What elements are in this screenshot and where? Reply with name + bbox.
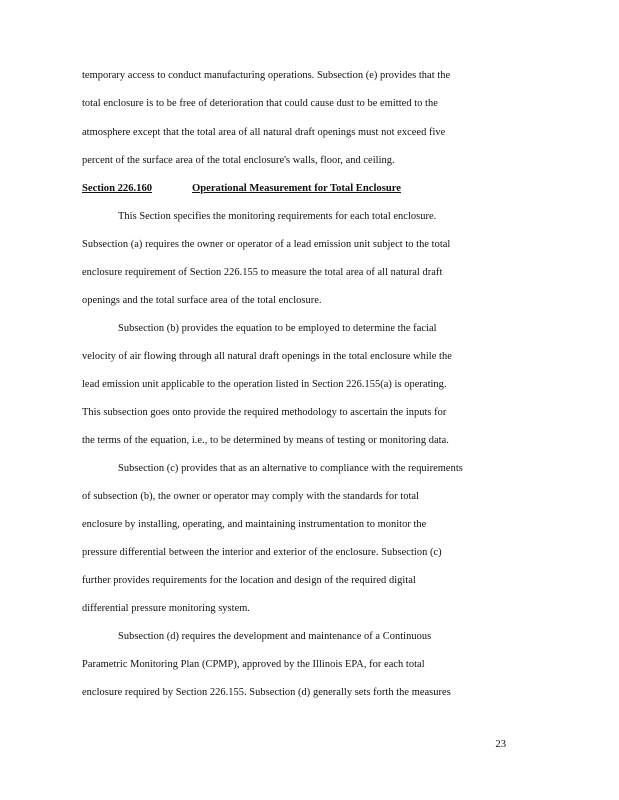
text-line: This subsection goes onto provide the required methodology to ascertain the inputs for	[82, 407, 447, 418]
text-line: the terms of the equation, i.e., to be determined by means of testing or monitoring data.	[82, 435, 449, 446]
text-line: lead emission unit applicable to the operation listed in Section 226.155(a) is operating.	[82, 379, 447, 390]
text-line: further provides requirements for the location and design of the required digital	[82, 575, 416, 586]
text-line: velocity of air flowing through all natural draft openings in the total enclosure while the	[82, 351, 452, 362]
text-line: openings and the total surface area of the total enclosure.	[82, 295, 322, 306]
text-line: Parametric Monitoring Plan (CPMP), approved by the Illinois EPA, for each total	[82, 659, 425, 670]
section-number: Section 226.160	[82, 183, 153, 194]
section-title: Operational Measurement for Total Enclosure	[192, 183, 401, 194]
text-line: Subsection (d) requires the development and maintenance of a Continuous	[118, 631, 432, 642]
text-line: Subsection (b) provides the equation to be employed to determine the facial	[118, 323, 437, 334]
text-line: This Section specifies the monitoring requirements for each total enclosure.	[118, 211, 437, 222]
text-line: percent of the surface area of the total enclosure's walls, floor, and ceiling.	[82, 155, 395, 166]
text-line: of subsection (b), the owner or operator may comply with the standards for total	[82, 491, 419, 502]
text-line: differential pressure monitoring system.	[82, 603, 251, 614]
text-line: enclosure by installing, operating, and maintaining instrumentation to monitor the	[82, 519, 427, 530]
text-line: pressure differential between the interior and exterior of the enclosure. Subsection (c)	[82, 547, 442, 558]
section-heading	[82, 182, 522, 196]
text-line: enclosure requirement of Section 226.155 to measure the total area of all natural draft	[82, 267, 443, 278]
text-line: atmosphere except that the total area of all natural draft openings must not exceed five	[82, 127, 446, 138]
page-number: 23	[495, 739, 506, 750]
text-line: total enclosure is to be free of deterioration that could cause dust to be emitted to the	[82, 98, 438, 109]
text-line: Subsection (c) provides that as an alternative to compliance with the requirements	[118, 463, 463, 474]
text-line: Subsection (a) requires the owner or operator of a lead emission unit subject to the total	[82, 239, 451, 250]
text-line: enclosure required by Section 226.155. Subsection (d) generally sets forth the measures	[82, 687, 451, 698]
text-line: temporary access to conduct manufacturing operations. Subsection (e) provides that the	[82, 70, 451, 81]
